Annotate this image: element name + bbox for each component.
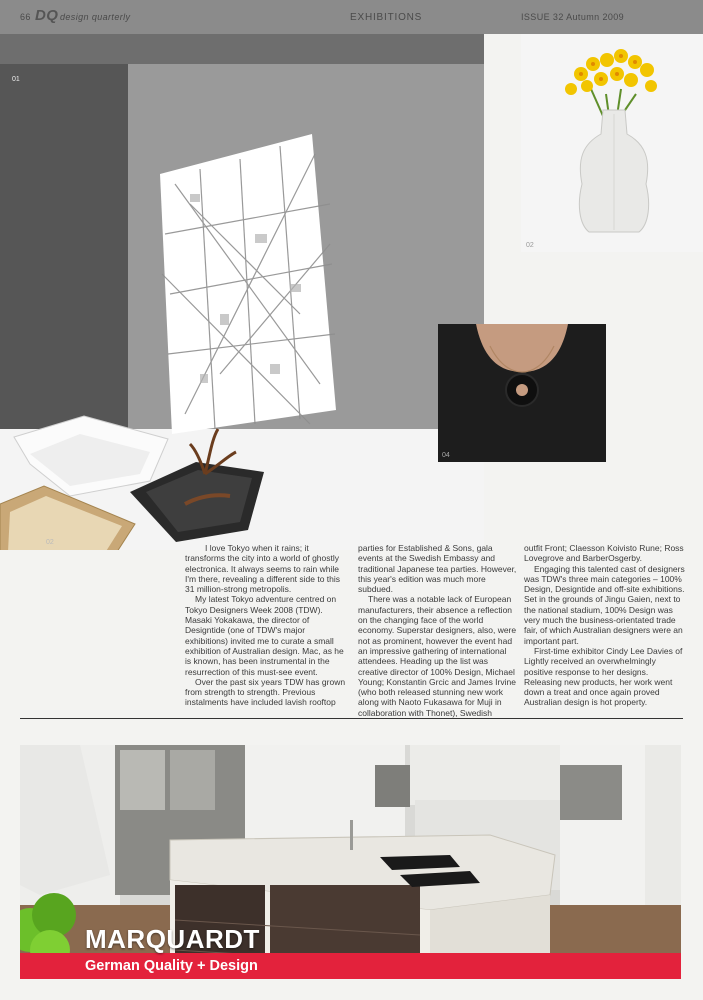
necklace-image bbox=[438, 324, 606, 462]
article-paragraph: Over the past six years TDW has grown from strength to strength. Previous instalments have included lavish rooftop bbox=[185, 676, 346, 708]
figure-label-01: 01 bbox=[12, 76, 20, 83]
article-paragraph: I love Tokyo when it rains; it transforms the city into a world of ghostly electronica. It always seems to rain while I'm there, revealing a different side to this 31 million-strong metropolis. bbox=[185, 543, 341, 595]
figure-label-02: 02 bbox=[526, 242, 534, 249]
section-title: EXHIBITIONS bbox=[350, 12, 423, 23]
brand-tagline: German Quality + Design bbox=[85, 958, 258, 974]
publication-name: design quarterly bbox=[60, 12, 131, 22]
figure-label-04: 04 bbox=[442, 452, 450, 459]
page-number: 66 bbox=[20, 12, 31, 22]
section-divider bbox=[20, 718, 683, 719]
article-paragraph: My latest Tokyo adventure centred on Tokyo Designers Week 2008 (TDW). Masaki Yokakawa, the director of Designtide (one of TDW's major exhibitions) invited me to curate a small exhibition of Australian design. Mac, as he is known, has been instrumental in the resurrection of this must-see event. bbox=[185, 594, 344, 677]
article-column-3 bbox=[524, 543, 686, 708]
advertisement-kitchen[interactable] bbox=[20, 745, 681, 979]
article-paragraph: parties for Established & Sons, gala events at the Swedish Embassy and traditional Japanese tea parties. However, this year's edition was much more subdued. bbox=[358, 543, 517, 595]
brand-name: MARQUARDT bbox=[85, 924, 260, 954]
vase-image bbox=[521, 34, 703, 252]
figure-vase bbox=[521, 34, 703, 252]
issue-label: ISSUE 32 Autumn 2009 bbox=[521, 12, 625, 22]
page-header bbox=[0, 0, 703, 34]
article-paragraph: Engaging this talented cast of designers was TDW's three main categories – 100% Design, Designtide and off-site exhibitions. Set in the grounds of Jingu Gaien, next to the national stadium, 100% Design was very much the business-orientated trade fair, of which Australian designers were an important part. bbox=[524, 563, 685, 646]
article-column-2 bbox=[358, 543, 520, 718]
article-column-1 bbox=[185, 543, 347, 708]
figure-map-artwork bbox=[0, 34, 484, 550]
figure-label-03: 02 bbox=[46, 539, 54, 546]
figure-necklace bbox=[438, 324, 606, 462]
magazine-logo: DQ bbox=[35, 7, 59, 24]
article-paragraph: First-time exhibitor Cindy Lee Davies of Lightly received an overwhelmingly positive response to her designs. Releasing new products, her work went down a treat and once again proved Australian design is hot property. bbox=[524, 645, 683, 708]
article-paragraph: There was a notable lack of European manufacturers, their absence a reflection on the changing face of the world economy. Superstar designers, also, were not as prominent, however the event had an impressive gathering of international attendees. Heading up the list was creative director of 100% Design, Michael Young; Konstantin Grcic and James Irvine (who both released stunning new work along with Naoto Fukasawa for Muji in collaboration with Thonet), Swedish bbox=[358, 594, 517, 718]
article-paragraph: outfit Front; Claesson Koivisto Rune; Ross Lovegrove and BarberOsgerby. bbox=[524, 543, 684, 564]
map-artwork-image bbox=[0, 34, 484, 550]
